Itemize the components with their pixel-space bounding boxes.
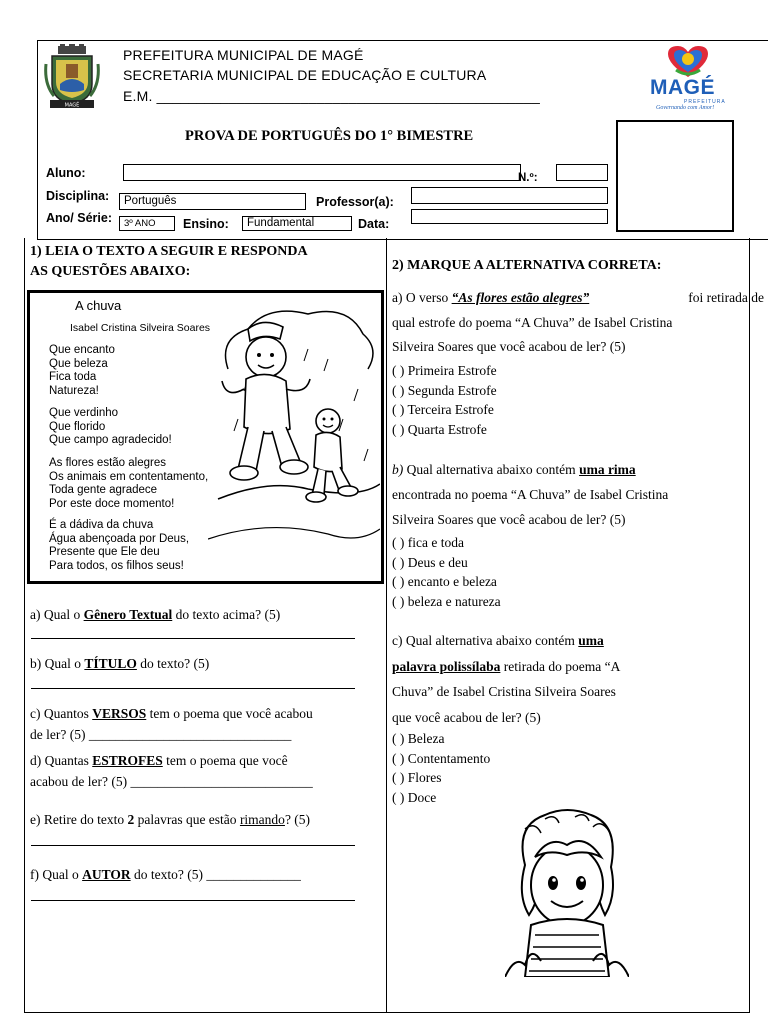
option-deus-e-deu[interactable]: ( ) Deus e deu (392, 554, 468, 570)
q1d-text-post: tem o poema que você (162, 753, 288, 768)
ano-label: Ano/ Série: (46, 211, 112, 225)
q2a-options (392, 361, 497, 439)
q1e-bold: 2 (127, 812, 135, 827)
photo-box (616, 120, 734, 232)
option-terceira-estrofe[interactable]: ( ) Terceira Estrofe (392, 402, 494, 417)
poem-stanza-1 (49, 344, 115, 398)
header-escola: E.M. ________________________________________________ (123, 88, 541, 104)
q2c-underline-2: palavra polissílaba (392, 658, 501, 674)
q2a-line2: qual estrofe do poema “A Chuva” de Isabel Cristina (392, 314, 673, 330)
aluno-label: Aluno: (46, 166, 86, 180)
section1-title-line1: 1) LEIA O TEXTO A SEGUIR E RESPONDA (30, 244, 308, 259)
logo-slogan: Governando com Amor! (656, 105, 715, 111)
q2c-text: c) Qual alternativa abaixo contém (392, 633, 579, 648)
numero-label: N.º: (518, 172, 538, 184)
q1e-text-mid: palavras que estão (134, 812, 240, 827)
option-doce[interactable]: ( ) Doce (392, 789, 437, 805)
professor-label: Professor(a): (316, 195, 394, 209)
logo-sub: PREFEITURA (684, 99, 726, 105)
poem-verse: Por este doce momento! (49, 497, 175, 510)
q2c-options (392, 729, 490, 807)
poem-verse: Fica toda (49, 371, 97, 383)
section1-title (30, 242, 308, 282)
coat-of-arms-icon (44, 44, 100, 110)
question-1c (30, 703, 370, 745)
data-field[interactable] (411, 209, 608, 224)
poem-stanza-2 (49, 407, 172, 448)
q1e-text-post: ? (5) (284, 812, 311, 827)
poem-verse: Natureza! (49, 384, 99, 397)
ensino-field[interactable]: Fundamental (242, 216, 352, 231)
option-flores[interactable]: ( ) Flores (392, 770, 442, 785)
girl-illustration (505, 805, 629, 977)
poem-verse: Toda gente agradece (49, 484, 158, 496)
q2b-line2: encontrada no poema “A Chuva” de Isabel Cristina (392, 487, 669, 502)
q2a-text: a) O verso (392, 290, 452, 305)
q1b-text: b) Qual o (30, 656, 85, 671)
q1d-line2[interactable]: acabou de ler? (5) ___________________________ (30, 774, 313, 789)
q1b-text-post: do texto? (5) (136, 656, 210, 671)
q2c-line4: que você acabou de ler? (5) (392, 709, 541, 725)
q1a-text: a) Qual o (30, 607, 84, 622)
q1f-text-post[interactable]: do texto? (5) ______________ (130, 867, 301, 882)
q1a-emphasis: Gênero Textual (83, 607, 173, 622)
q2b-line3: Silveira Soares que você acabou de ler? (5) (392, 512, 626, 527)
answer-line-1a[interactable] (31, 638, 355, 639)
svg-text:MAGÉ: MAGÉ (64, 102, 80, 109)
q2c-underline-1: uma (578, 633, 604, 648)
ano-field[interactable]: 3º ANO (119, 216, 175, 231)
poem-stanza-3 (49, 457, 208, 511)
question-1e (30, 809, 310, 830)
ensino-label: Ensino: (183, 217, 229, 231)
q1c-emphasis: VERSOS (92, 706, 147, 721)
q2b-label: b) (392, 462, 404, 477)
q1d-emphasis: ESTROFES (92, 753, 163, 768)
q2a-text-post: foi retirada de (688, 290, 764, 305)
poem-box (27, 290, 384, 584)
q1c-text-post: tem o poema que você acabou (146, 706, 313, 721)
poem-verse: Que beleza (49, 357, 108, 370)
q2b-options (392, 533, 501, 611)
poem-stanza-4 (49, 519, 189, 573)
poem-title: A chuva (75, 298, 122, 313)
poem-verse: Que campo agradecido! (49, 434, 172, 446)
option-quarta-estrofe[interactable]: ( ) Quarta Estrofe (392, 421, 487, 437)
q2b-underline: uma rima (579, 462, 636, 477)
poem-verse: Água abençoada por Deus, (49, 532, 190, 545)
poem-verse: Que verdinho (49, 407, 119, 419)
question-1a (30, 604, 280, 625)
answer-line-1b[interactable] (31, 688, 355, 689)
poem-verse: Presente que Ele deu (49, 546, 160, 558)
option-segunda-estrofe[interactable]: ( ) Segunda Estrofe (392, 382, 497, 398)
option-primeira-estrofe[interactable]: ( ) Primeira Estrofe (392, 363, 497, 378)
q1e-underline: rimando (239, 812, 285, 827)
disciplina-label: Disciplina: (46, 189, 110, 203)
poem-verse: Para todos, os filhos seus! (49, 559, 184, 572)
q2c-text-post: retirada do poema “A (500, 658, 621, 674)
q1f-text: f) Qual o (30, 867, 83, 882)
option-encanto-e-beleza[interactable]: ( ) encanto e beleza (392, 574, 497, 589)
numero-field[interactable] (556, 164, 608, 181)
answer-line-1f[interactable] (31, 900, 355, 901)
disciplina-field[interactable]: Português (119, 193, 306, 210)
q1d-text: d) Quantas (30, 753, 93, 768)
aluno-field[interactable] (123, 164, 521, 181)
question-1d (30, 750, 370, 792)
q1c-text: c) Quantos (30, 706, 93, 721)
rain-children-illustration (208, 299, 380, 581)
section1-title-line2: AS QUESTÕES ABAIXO: (30, 264, 191, 279)
poem-verse: Que florido (49, 420, 106, 433)
header-prefeitura: PREFEITURA MUNICIPAL DE MAGÉ (123, 47, 364, 63)
column-divider (386, 238, 387, 1013)
q2c-line3: Chuva” de Isabel Cristina Silveira Soares (392, 684, 616, 699)
option-beleza-e-natureza[interactable]: ( ) beleza e natureza (392, 593, 501, 609)
poem-verse: As flores estão alegres (49, 457, 166, 469)
logo-text: MAGÉ (650, 76, 715, 99)
q1e-text: e) Retire do texto (30, 812, 128, 827)
poem-author: Isabel Cristina Silveira Soares (70, 322, 211, 334)
q1f-emphasis: AUTOR (82, 867, 131, 882)
q1b-emphasis: TÍTULO (84, 656, 137, 671)
option-fica-e-toda[interactable]: ( ) fica e toda (392, 535, 464, 550)
data-label: Data: (358, 217, 390, 231)
answer-line-1e[interactable] (31, 845, 355, 846)
poem-verse: Os animais em contentamento, (49, 470, 209, 483)
professor-field[interactable] (411, 187, 608, 204)
poem-verse: Que encanto (49, 344, 115, 356)
mage-logo (646, 44, 730, 116)
exam-title: PROVA DE PORTUGUÊS DO 1° BIMESTRE (185, 128, 474, 144)
q1c-line2[interactable]: de ler? (5) ______________________________ (30, 727, 292, 742)
question-2b (392, 457, 764, 532)
q2b-text: Qual alternativa abaixo contém (403, 462, 580, 477)
question-1b (30, 653, 209, 674)
q2a-quote: “As flores estão alegres” (451, 290, 590, 305)
header-secretaria: SECRETARIA MUNICIPAL DE EDUCAÇÃO E CULTURA (123, 67, 487, 83)
question-2a (392, 286, 764, 360)
option-beleza[interactable]: ( ) Beleza (392, 731, 445, 746)
q1a-text-post: do texto acima? (5) (172, 607, 281, 622)
q2a-line3: Silveira Soares que você acabou de ler? (5) (392, 339, 626, 354)
heart-logo-icon (646, 44, 730, 78)
option-contentamento[interactable]: ( ) Contentamento (392, 750, 491, 766)
question-1f (30, 864, 301, 885)
poem-verse: É a dádiva da chuva (49, 519, 154, 531)
section2-title: 2) MARQUE A ALTERNATIVA CORRETA: (392, 258, 662, 273)
question-2c (392, 628, 764, 730)
